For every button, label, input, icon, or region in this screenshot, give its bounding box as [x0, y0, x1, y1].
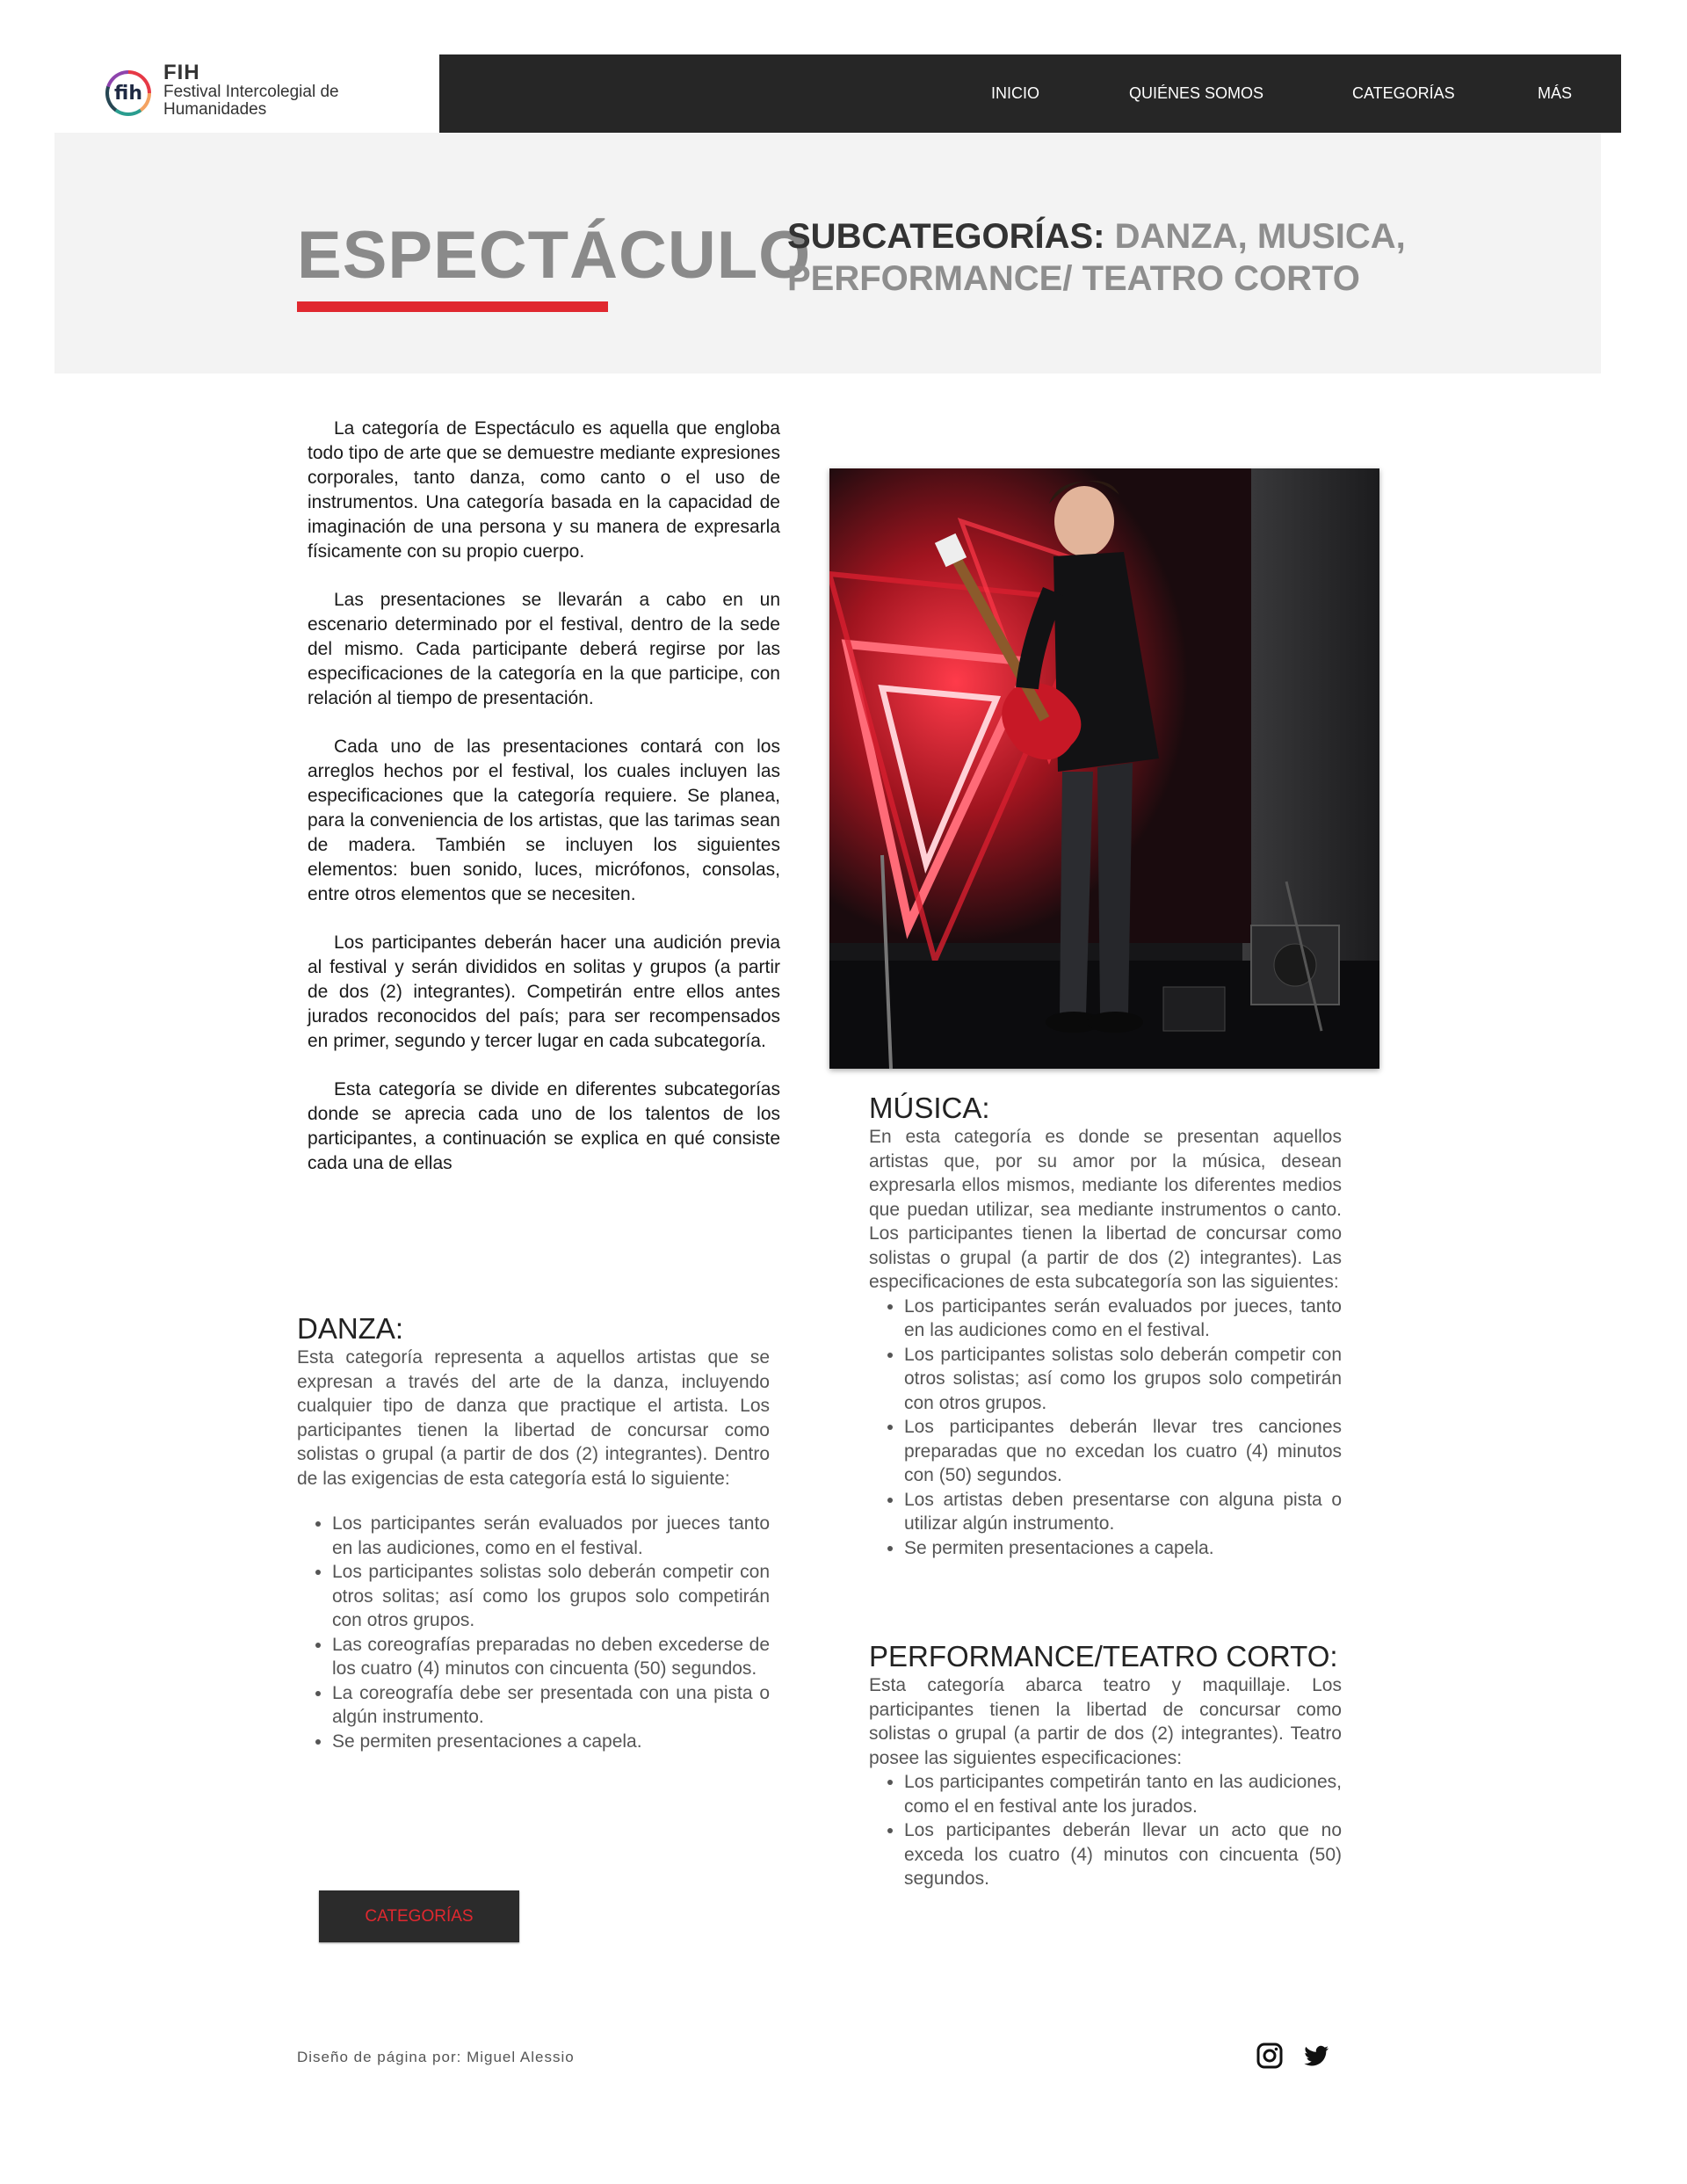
- list-item: • Se permiten presentaciones a capela.: [904, 1536, 1342, 1561]
- list-item: • Los participantes competirán tanto en las audiciones, como el en festival ante los jurados.: [904, 1770, 1342, 1818]
- danza-section: [297, 1312, 770, 1753]
- performance-description: Esta categoría abarca teatro y maquillaje. Los participantes tienen la libertad de concursar como solistas o grupal (a partir de dos (2) integrantes). Teatro posee las siguientes especificaciones:: [869, 1675, 1342, 1768]
- main-navbar: [439, 54, 1621, 133]
- nav-quienes-somos[interactable]: QUIÉNES SOMOS: [1129, 84, 1264, 102]
- danza-description: Esta categoría representa a aquellos artistas que se expresan a través del arte de la danza, incluyendo cualquier tipo de danza que practique el artista. Los participantes tienen la libertad de concursar como solistas o grupal (a partir de dos (2) integrantes). Dentro de las exigencias de esta categoría está lo siguiente:: [297, 1347, 770, 1489]
- performance-rules-list: [869, 1770, 1342, 1891]
- hero-banner: [54, 133, 1601, 374]
- danza-heading: DANZA:: [297, 1312, 404, 1345]
- intro-paragraph: Las presentaciones se llevarán a cabo en un escenario determinado por el festival, dentro de la sede del mismo. Cada participante deberá regirse por las especificaciones de la categoría en la que participe, con relación al tiempo de presentación.: [308, 590, 780, 708]
- intro-text: [308, 417, 780, 1200]
- list-item: • Se permiten presentaciones a capela.: [332, 1730, 770, 1754]
- musica-description: En esta categoría es donde se presentan aquellos artistas que, por su amor por la música, desean expresarla ellos mismos, mediante los diferentes medios que puedan utilizar, sea mediante instrumentos o canto. Los participantes tienen la libertad de concursar como solistas o grupal (a partir de dos (2) integrantes). Las especificaciones de esta subcategoría son las siguientes:: [869, 1127, 1342, 1292]
- nav-inicio[interactable]: INICIO: [991, 84, 1040, 102]
- list-item: • Los participantes deberán llevar tres canciones preparadas que no excedan los cuatro (4) minutos con (50) segundos.: [904, 1415, 1342, 1488]
- danza-rules-list: [297, 1512, 770, 1753]
- list-item: • Los participantes solistas solo deberán competir con otros solistas; así como los grupos solo competirán con otros grupos.: [904, 1343, 1342, 1416]
- footer-credit: Diseño de página por: Miguel Alessio: [297, 2049, 575, 2065]
- list-item: • Los participantes solistas solo deberán competir con otros solitas; así como los grupos solo competirán con otros grupos.: [332, 1560, 770, 1633]
- festival-logo-icon: [105, 70, 151, 116]
- subcategories-heading: [787, 215, 1420, 300]
- performance-heading: PERFORMANCE/TEATRO CORTO:: [869, 1640, 1338, 1672]
- musica-heading: MÚSICA:: [869, 1092, 990, 1124]
- nav-mas[interactable]: MÁS: [1538, 84, 1573, 102]
- intro-paragraph: Los participantes deberán hacer una audición previa al festival y serán divididos en solitas y grupos (a partir de dos (2) integrantes). Competirán entre ellos antes jurados reconocidos del país; para ser recompensados en primer, segundo y tercer lugar en cada subcategoría.: [308, 932, 780, 1051]
- musica-section: [869, 1092, 1342, 1560]
- twitter-icon[interactable]: [1302, 2042, 1330, 2070]
- logo-text: [163, 62, 383, 119]
- list-item: • Los participantes serán evaluados por jueces, tanto en las audiciones como en el festival.: [904, 1295, 1342, 1343]
- intro-paragraph: Esta categoría se divide en diferentes subcategorías donde se aprecia cada uno de los talentos de los participantes, a continuación se explica en qué consiste cada una de ellas: [308, 1079, 780, 1173]
- performance-section: [869, 1640, 1342, 1891]
- nav-categorias[interactable]: CATEGORÍAS: [1352, 84, 1455, 102]
- guitarist-photo: [829, 468, 1379, 1069]
- intro-paragraph: La categoría de Espectáculo es aquella que engloba todo tipo de arte que se demuestre mediante expresiones corporales, tanto danza, como canto o el uso de instrumentos. Una categoría basada en la capacidad de imaginación de una persona y su manera de expresarla físicamente con su propio cuerpo.: [308, 418, 780, 562]
- list-item: • La coreografía debe ser presentada con una pista o algún instrumento.: [332, 1681, 770, 1730]
- page-title: ESPECTÁCULO: [297, 218, 812, 293]
- subcategories-list: DANZA, MUSICA, PERFORMANCE/ TEATRO CORTO: [787, 217, 1406, 298]
- guitarist-illustration: [829, 468, 1379, 1069]
- title-underline: [297, 301, 608, 312]
- list-item: • Los artistas deben presentarse con alguna pista o utilizar algún instrumento.: [904, 1488, 1342, 1536]
- categorias-button[interactable]: CATEGORÍAS: [319, 1890, 519, 1942]
- intro-paragraph: Cada uno de las presentaciones contará con los arreglos hechos por el festival, los cuales incluyen las especificaciones que la categoría requiere. Se planea, para la conveniencia de los artistas, que las tarimas sean de madera. También se incluyen los siguientes elementos: buen sonido, luces, micrófonos, consolas, entre otros elementos que se necesiten.: [308, 736, 780, 904]
- list-item: • Las coreografías preparadas no deben excederse de los cuatro (4) minutos con cincuenta (50) segundos.: [332, 1633, 770, 1681]
- logo-mark: fih: [109, 74, 148, 112]
- site-logo[interactable]: [54, 54, 439, 133]
- logo-full-name: Festival Intercolegial de Humanidades: [163, 83, 339, 120]
- instagram-icon[interactable]: [1256, 2042, 1284, 2070]
- list-item: • Los participantes serán evaluados por jueces tanto en las audiciones, como en el festival.: [332, 1512, 770, 1560]
- list-item: • Los participantes deberán llevar un acto que no exceda los cuatro (4) minutos con cincuenta (50) segundos.: [904, 1818, 1342, 1891]
- musica-rules-list: [869, 1295, 1342, 1561]
- logo-abbr: FIH: [163, 61, 200, 84]
- subcategories-label: SUBCATEGORÍAS:: [787, 217, 1105, 256]
